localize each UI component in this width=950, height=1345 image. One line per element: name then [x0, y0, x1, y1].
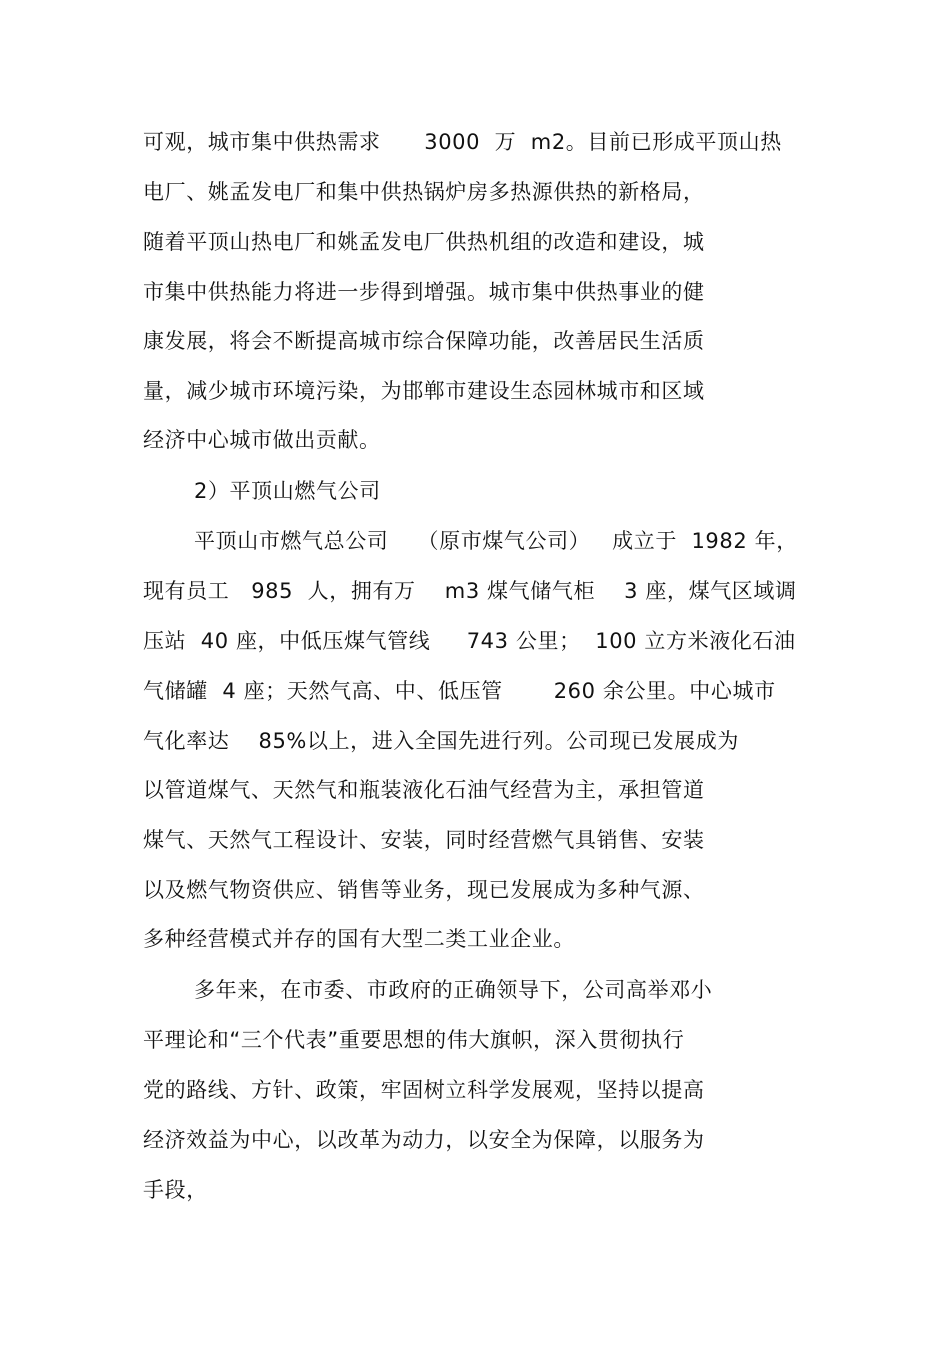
section-heading: 2）平顶山燃气公司 — [194, 479, 381, 503]
text-line: 随着平顶山热电厂和姚孟发电厂供热机组的改造和建设，城 — [143, 230, 705, 254]
text-line: 市集中供热能力将进一步得到增强。城市集中供热事业的健 — [143, 280, 705, 304]
text-line: 手段， — [143, 1178, 208, 1202]
text-line: 经济中心城市做出贡献。 — [143, 428, 381, 452]
text-line: 气化率达 85%以上，进入全国先进行列。公司现已发展成为 — [143, 729, 739, 753]
text-line: 平理论和“三个代表”重要思想的伟大旗帜，深入贯彻执行 — [143, 1028, 685, 1052]
text-line: 煤气、天然气工程设计、安装，同时经营燃气具销售、安装 — [143, 828, 705, 852]
text-line: 可观，城市集中供热需求 3000 万 m2。目前已形成平顶山热 — [143, 130, 782, 154]
text-line: 经济效益为中心，以改革为动力，以安全为保障，以服务为 — [143, 1128, 705, 1152]
text-line: 多种经营模式并存的国有大型二类工业企业。 — [143, 927, 575, 951]
text-line: 电厂、姚孟发电厂和集中供热锅炉房多热源供热的新格局， — [143, 180, 705, 204]
text-line: 多年来，在市委、市政府的正确领导下，公司高举邓小 — [194, 978, 713, 1002]
text-line: 量，减少城市环境污染，为邯郸市建设生态园林城市和区域 — [143, 379, 705, 403]
text-line: 以及燃气物资供应、销售等业务，现已发展成为多种气源、 — [143, 878, 705, 902]
text-line: 康发展，将会不断提高城市综合保障功能，改善居民生活质 — [143, 329, 705, 353]
text-line: 气储罐 4 座；天然气高、中、低压管 260 余公里。中心城市 — [143, 679, 776, 703]
text-line: 党的路线、方针、政策，牢固树立科学发展观，坚持以提高 — [143, 1078, 705, 1102]
text-line: 以管道煤气、天然气和瓶装液化石油气经营为主，承担管道 — [143, 778, 705, 802]
text-line: 平顶山市燃气总公司 （原市煤气公司） 成立于 1982 年， — [194, 529, 798, 553]
text-line: 现有员工 985 人，拥有万 m3 煤气储气柜 3 座，煤气区域调 — [143, 579, 797, 603]
text-line: 压站 40 座，中低压煤气管线 743 公里； 100 立方米液化石油 — [143, 629, 796, 653]
